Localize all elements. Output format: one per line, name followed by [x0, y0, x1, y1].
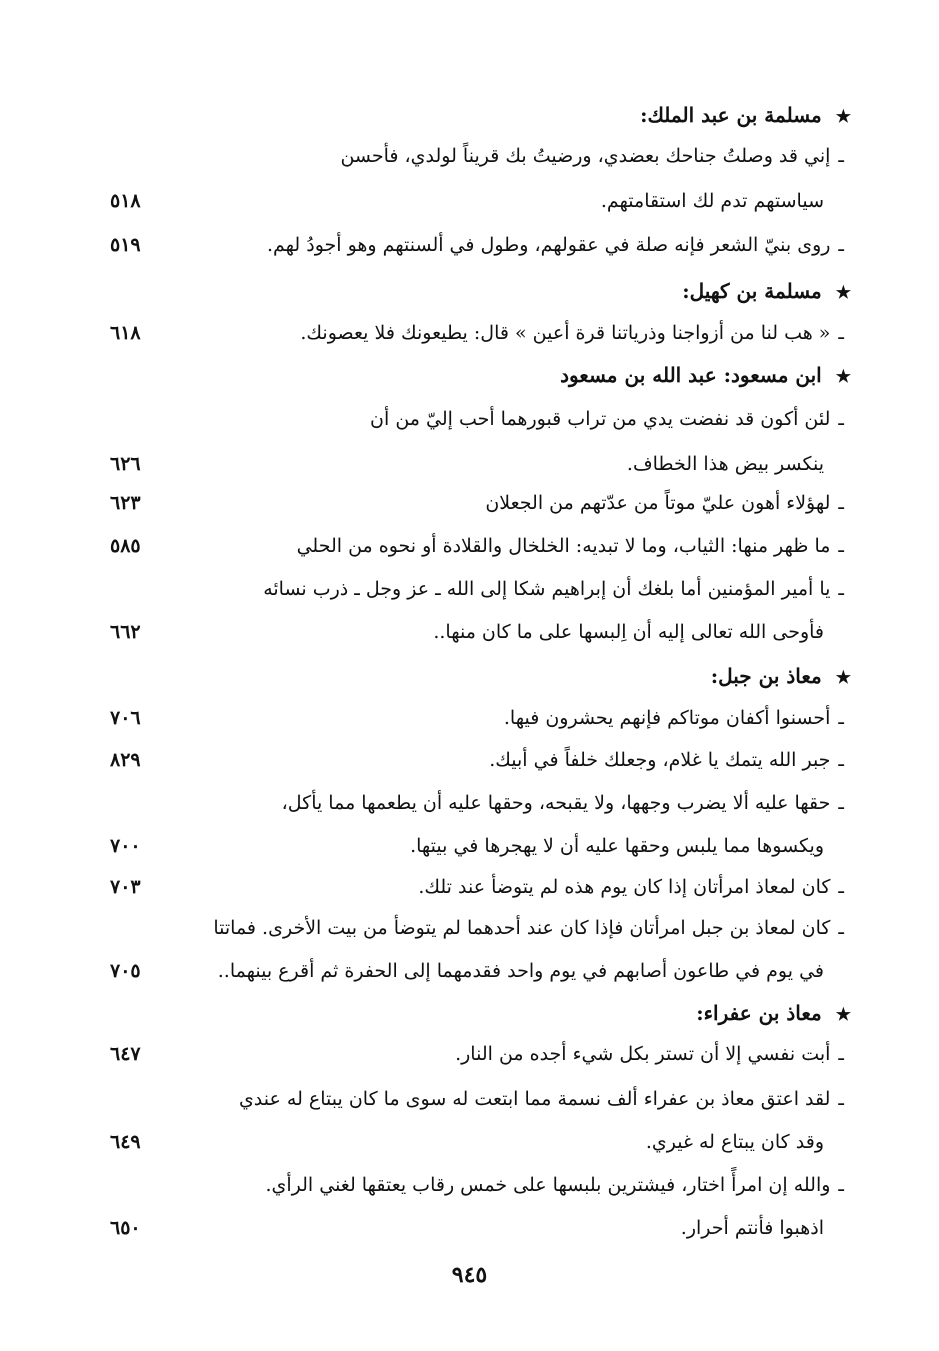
page-reference: ٧٠٠ [110, 835, 141, 857]
entry-continuation [627, 449, 824, 479]
dash-marker: ـ [838, 792, 844, 814]
entry-continuation [681, 1213, 824, 1243]
entry-text: والله إن امرأً اختار، فيشترين بلبسها على خمس رقاب يعتقها لغني الرأي. [265, 1174, 831, 1196]
dash-marker: ـ [838, 876, 844, 898]
star-icon: ★ [835, 668, 851, 688]
section-heading [640, 100, 851, 132]
entry-text: روى بنيّ الشعر فإنه صلة في عقولهم، وطول في ألسنتهم وهو أجودُ لهم. [266, 234, 831, 256]
entry-text: ويكسوها مما يلبس وحقها عليه أن لا يهجرها في بيتها. [410, 835, 824, 857]
dash-marker: ـ [838, 749, 844, 771]
entry-line [489, 745, 844, 775]
entry-text: ينكسر بيض هذا الخطاف. [626, 453, 824, 475]
page-reference: ٧٠٣ [110, 876, 141, 898]
dash-marker: ـ [838, 492, 844, 514]
entry-text: لئن أكون قد نفضت يدي من تراب قبورهما أحب إليّ من أن [370, 408, 831, 430]
dash-marker: ـ [838, 145, 844, 167]
entry-text: ما ظهر منها: الثياب، وما لا تبديه: الخلخال والقلادة أو نحوه من الحلي [296, 535, 831, 557]
section-heading-text: معاذ بن جبل: [710, 664, 822, 688]
dash-marker: ـ [838, 234, 844, 256]
entry-line [300, 318, 844, 348]
page-reference: ٦٥٠ [110, 1217, 141, 1239]
star-icon: ★ [835, 283, 851, 303]
entry-line [265, 1170, 844, 1200]
entry-line [267, 230, 844, 260]
star-icon: ★ [835, 367, 851, 387]
entry-continuation [433, 617, 824, 647]
entry-text: كان لمعاذ بن جبل امرأتان فإذا كان عند أحدهما لم يتوضأ من بيت الأخرى. فماتتا [213, 917, 831, 939]
page-number: ٩٤٥ [451, 1262, 488, 1288]
entry-continuation [646, 1127, 824, 1157]
section-heading [696, 998, 851, 1030]
section-heading [682, 276, 851, 308]
entry-line [213, 913, 844, 943]
entry-text: في يوم في طاعون أصابهم في يوم واحد فقدمهما إلى الحفرة ثم أقرع بينهما.. [217, 960, 824, 982]
entry-line [340, 141, 844, 171]
section-heading [560, 360, 851, 392]
dash-marker: ـ [838, 1043, 844, 1065]
entry-line [239, 1084, 844, 1114]
page-reference: ٦٦٢ [110, 621, 141, 643]
entry-text: فأوحى الله تعالى إليه أن اِلبسها على ما كان منها.. [433, 621, 824, 643]
dash-marker: ـ [838, 917, 844, 939]
entry-text: يا أمير المؤمنين أما بلغك أن إبراهيم شكا إلى الله ـ عز وجل ـ ذرب نسائه [263, 578, 831, 600]
section-heading-text: ابن مسعود: عبد الله بن مسعود [560, 363, 822, 387]
page-reference: ٦٤٧ [110, 1043, 141, 1065]
entry-text: لقد اعتق معاذ بن عفراء ألف نسمة مما ابتعت له سوى ما كان يبتاع له عندي [238, 1088, 831, 1110]
entry-text: أحسنوا أكفان موتاكم فإنهم يحشرون فيها. [503, 707, 831, 729]
entry-text: جبر الله يتمك يا غلام، وجعلك خلفاً في أبيك. [489, 749, 831, 771]
entry-text: إني قد وصلتُ جناحك بعضدي، ورضيتُ بك قريناً لولدي، فأحسن [340, 145, 831, 167]
page-reference: ٦٢٣ [110, 492, 141, 514]
entry-line [418, 872, 844, 902]
dash-marker: ـ [838, 535, 844, 557]
entry-line [297, 531, 844, 561]
entry-text: وقد كان يبتاع له غيري. [645, 1131, 824, 1153]
section-heading-text: مسلمة بن كهيل: [682, 279, 822, 303]
entry-continuation [218, 956, 824, 986]
page-reference: ٥١٩ [110, 234, 141, 256]
page-reference: ٦٤٩ [110, 1131, 141, 1153]
page-reference: ٧٠٦ [110, 707, 141, 729]
dash-marker: ـ [838, 408, 844, 430]
section-heading-text: معاذ بن عفراء: [696, 1001, 822, 1025]
section-heading-text: مسلمة بن عبد الملك: [640, 103, 822, 127]
entry-text: أبت نفسي إلا أن تستر بكل شيء أجده من النار. [455, 1043, 831, 1065]
entry-line [263, 574, 844, 604]
dash-marker: ـ [838, 1174, 844, 1196]
dash-marker: ـ [838, 322, 844, 344]
page-reference: ٨٢٩ [110, 749, 141, 771]
entry-continuation [410, 831, 824, 861]
entry-text: اذهبوا فأنتم أحرار. [680, 1217, 824, 1239]
dash-marker: ـ [838, 578, 844, 600]
entry-text: « هب لنا من أزواجنا وذرياتنا قرة أعين » قال: يطيعونك فلا يعصونك. [300, 322, 831, 344]
star-icon: ★ [835, 107, 851, 127]
page-reference: ٥١٨ [110, 190, 141, 212]
page-reference: ٦١٨ [110, 322, 141, 344]
entry-line [504, 703, 844, 733]
entry-line [485, 488, 844, 518]
entry-continuation [601, 186, 824, 216]
dash-marker: ـ [838, 1088, 844, 1110]
entry-line [455, 1039, 844, 1069]
page-reference: ٦٢٦ [110, 453, 141, 475]
entry-line [282, 788, 844, 818]
entry-text: حقها عليه ألا يضرب وجهها، ولا يقبحه، وحقها عليه أن يطعمها مما يأكل، [281, 792, 831, 814]
star-icon: ★ [835, 1005, 851, 1025]
entry-line [370, 404, 844, 434]
page-reference: ٧٠٥ [110, 960, 141, 982]
section-heading [711, 661, 851, 693]
entry-text: سياستهم تدم لك استقامتهم. [600, 190, 824, 212]
entry-text: لهؤلاء أهون عليّ موتاً من عدّتهم من الجعلان [485, 492, 831, 514]
dash-marker: ـ [838, 707, 844, 729]
entry-text: كان لمعاذ امرأتان إذا كان يوم هذه لم يتوضأ عند تلك. [418, 876, 831, 898]
page-reference: ٥٨٥ [110, 535, 141, 557]
